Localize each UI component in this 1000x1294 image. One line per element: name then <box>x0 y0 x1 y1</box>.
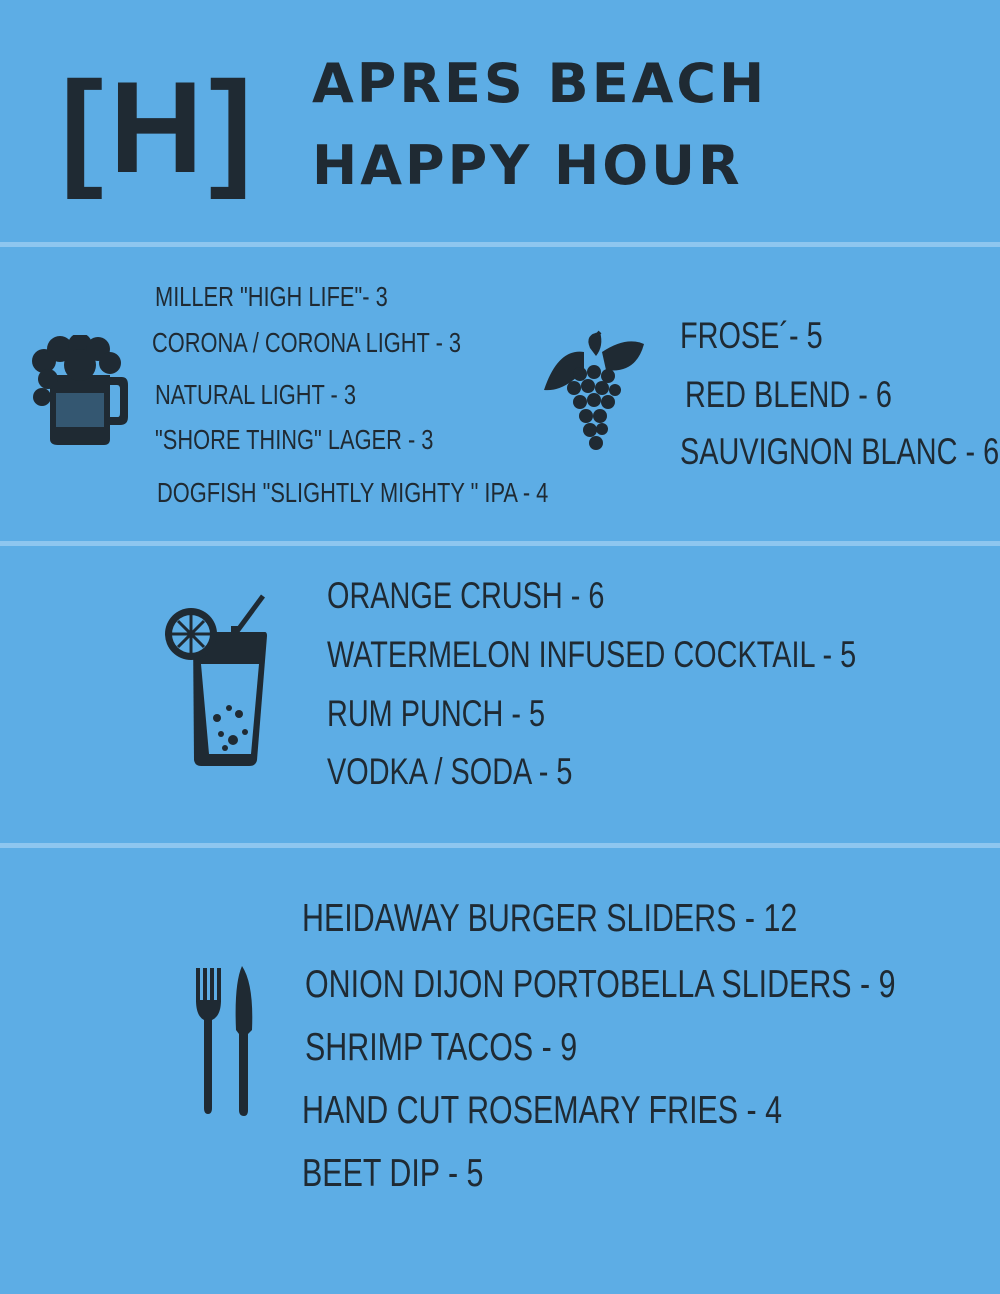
food-item: SHRIMP TACOS - 9 <box>305 1026 578 1069</box>
food-item: BEET DIP - 5 <box>302 1152 484 1195</box>
grapes-icon <box>544 330 644 452</box>
cocktail-item: WATERMELON INFUSED COCKTAIL - 5 <box>327 634 857 675</box>
wine-item: FROSE´- 5 <box>680 315 823 356</box>
divider <box>0 242 1000 247</box>
wine-item: SAUVIGNON BLANC - 6 <box>680 431 1000 472</box>
cocktail-item: RUM PUNCH - 5 <box>327 693 546 734</box>
divider <box>0 843 1000 848</box>
beer-item: "SHORE THING" LAGER - 3 <box>155 424 434 455</box>
cocktail-glass-icon <box>165 592 270 770</box>
title-line-1: APRES BEACH <box>312 52 768 115</box>
cocktail-item: VODKA / SODA - 5 <box>327 751 573 792</box>
wine-item: RED BLEND - 6 <box>685 374 892 415</box>
food-item: HEIDAWAY BURGER SLIDERS - 12 <box>302 897 798 940</box>
fork-knife-icon <box>192 964 257 1116</box>
beer-mug-icon <box>30 335 130 447</box>
logo: [H] <box>60 54 259 200</box>
food-item: ONION DIJON PORTOBELLA SLIDERS - 9 <box>305 963 896 1006</box>
cocktail-item: ORANGE CRUSH - 6 <box>327 575 605 616</box>
beer-item: DOGFISH "SLIGHTLY MIGHTY " IPA - 4 <box>157 477 549 508</box>
beer-item: NATURAL LIGHT - 3 <box>155 379 357 410</box>
beer-item: CORONA / CORONA LIGHT - 3 <box>152 327 462 358</box>
beer-item: MILLER "HIGH LIFE"- 3 <box>155 281 388 312</box>
food-item: HAND CUT ROSEMARY FRIES - 4 <box>302 1089 783 1132</box>
divider <box>0 541 1000 546</box>
title-line-2: HAPPY HOUR <box>312 134 743 197</box>
